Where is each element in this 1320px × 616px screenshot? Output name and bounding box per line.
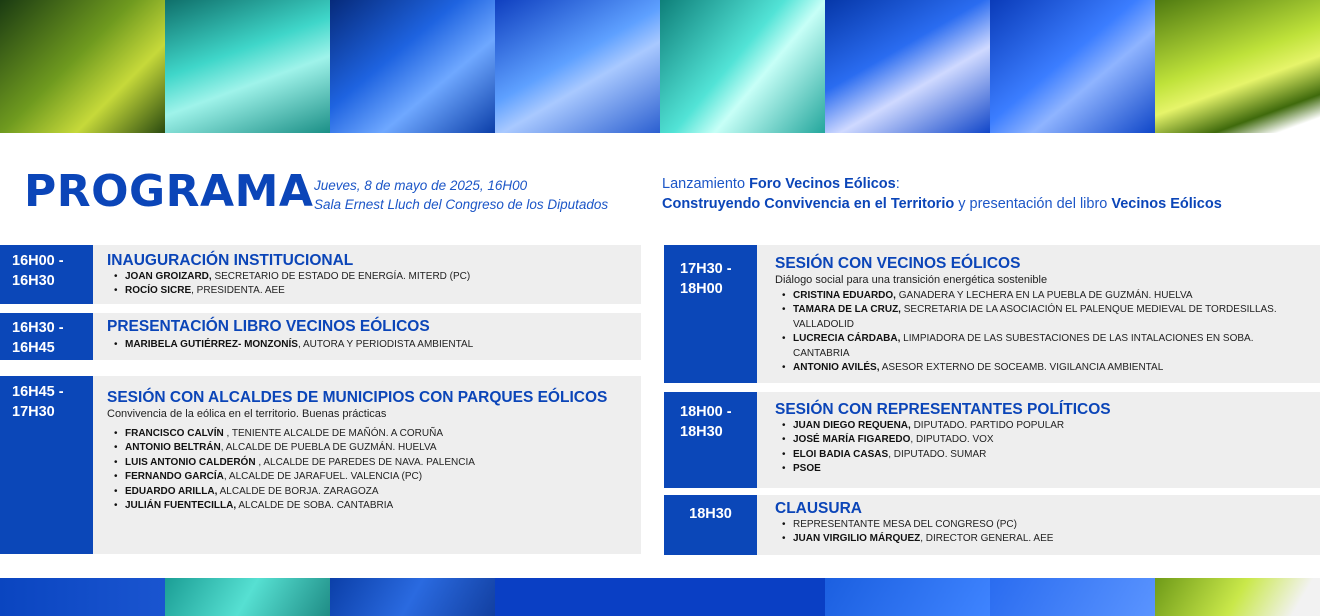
speaker-role: ALCALDE DE SOBA. CANTABRIA (236, 500, 394, 512)
photo-panel (0, 578, 165, 616)
session-time: 16H30 - 16H45 (0, 313, 93, 360)
session-title: CLAUSURA (775, 500, 862, 517)
session-content (93, 376, 641, 554)
launch-mid: y presentación del libro (954, 196, 1112, 212)
speaker-role: , DIPUTADO. SUMAR (888, 448, 987, 460)
speaker-item (775, 448, 1310, 462)
photo-panel (660, 0, 825, 133)
session-block (0, 376, 641, 554)
speaker-name: MARIBELA GUTIÉRREZ- MONZONÍS (125, 339, 298, 350)
speaker-name: JOSÉ MARÍA FIGAREDO (793, 434, 911, 446)
speaker-role: GANADERA Y LECHERA EN LA PUEBLA DE GUZMÁN. HUELVA (895, 290, 1193, 301)
speaker-role: , DIRECTOR GENERAL. AEE (920, 533, 1054, 545)
speaker-name: TAMARA DE LA CRUZ, (793, 304, 901, 316)
photo-panel (825, 0, 990, 133)
speaker-role: , PRESIDENTA. AEE (191, 285, 285, 297)
speaker-name: JOAN GROIZARD, (125, 271, 212, 282)
photo-panel (990, 0, 1155, 133)
speaker-name: JUAN VIRGILIO MÁRQUEZ (793, 533, 921, 545)
session-title: PRESENTACIÓN LIBRO VECINOS EÓLICOS (107, 318, 430, 335)
photo-panel (330, 578, 495, 616)
photo-panel (165, 0, 330, 133)
speaker-name: JULIÁN FUENTECILLA, (125, 500, 237, 512)
speaker-name: ANTONIO AVILÉS, (793, 362, 880, 374)
speaker-item (775, 419, 1310, 433)
session-title: SESIÓN CON ALCALDES DE MUNICIPIOS CON PARQUES EÓLICOS (107, 389, 608, 406)
speaker-name: ROCÍO SICRE (125, 285, 192, 297)
speaker-role: REPRESENTANTE MESA DEL CONGRESO (PC) (793, 519, 1017, 530)
session-block (664, 392, 1320, 488)
speaker-role: SECRETARIA DE LA ASOCIACIÓN EL PALENQUE MEDIEVAL DE TORDESILLAS. VALLADOLID (793, 304, 1277, 330)
event-venue: Sala Ernest Lluch del Congreso de los Diputados (314, 197, 609, 212)
session-block (664, 495, 1320, 555)
footer-photo-banner (0, 578, 1320, 616)
session-block (0, 245, 641, 304)
speaker-item (107, 485, 631, 499)
speaker-name: FERNANDO GARCÍA (125, 471, 224, 483)
photo-panel (990, 578, 1155, 616)
speaker-item (775, 433, 1310, 447)
speaker-list (775, 518, 1310, 547)
speaker-name: CRISTINA EDUARDO, (793, 290, 896, 301)
session-time: 18H30 (664, 495, 757, 555)
speaker-item (107, 470, 631, 484)
photo-panel (825, 578, 990, 616)
speaker-item (107, 441, 631, 455)
speaker-item (107, 427, 631, 441)
page-title: PROGRAMA (24, 166, 314, 217)
session-title: INAUGURACIÓN INSTITUCIONAL (107, 252, 354, 269)
photo-panel (1155, 0, 1320, 133)
speaker-item (107, 338, 631, 352)
event-meta (314, 176, 608, 214)
photo-panel (495, 578, 660, 616)
speaker-list (107, 427, 631, 513)
speaker-role: , DIPUTADO. VOX (910, 434, 994, 446)
session-content (757, 245, 1320, 383)
event-date: Jueves, 8 de mayo de 2025, 16H00 (314, 178, 528, 193)
launch-book: Vecinos Eólicos (1111, 196, 1222, 212)
speaker-list (107, 338, 631, 352)
photo-panel (165, 578, 330, 616)
speaker-name: LUCRECIA CÁRDABA, (793, 333, 901, 345)
speaker-name: ANTONIO BELTRÁN (125, 442, 221, 454)
photo-panel (495, 0, 660, 133)
session-time: 16H45 - 17H30 (0, 376, 93, 554)
speaker-list (775, 289, 1310, 375)
session-content (757, 392, 1320, 488)
header-photo-banner (0, 0, 1320, 133)
speaker-item (107, 456, 631, 470)
speaker-role: , TENIENTE ALCALDE DE MAÑÓN. A CORUÑA (223, 428, 444, 439)
session-time: 18H00 - 18H30 (664, 392, 757, 488)
launch-colon: : (895, 176, 900, 192)
speaker-role: , AUTORA Y PERIODISTA AMBIENTAL (297, 339, 474, 350)
launch-forum: Foro Vecinos Eólicos (749, 176, 896, 192)
session-subtitle: Convivencia de la eólica en el territorio. Buenas prácticas (107, 408, 387, 420)
session-block (0, 313, 641, 360)
photo-panel (660, 578, 825, 616)
launch-topic: Construyendo Convivencia en el Territorio (662, 196, 955, 212)
session-content (757, 495, 1320, 555)
speaker-item (107, 270, 631, 284)
photo-panel (0, 0, 165, 133)
speaker-name: FRANCISCO CALVÍN (125, 428, 224, 439)
photo-panel (1155, 578, 1320, 616)
speaker-name: JUAN DIEGO REQUENA, (793, 420, 911, 431)
launch-prefix: Lanzamiento (662, 176, 750, 192)
session-time: 17H30 - 18H00 (664, 245, 757, 383)
speaker-role: ALCALDE DE BORJA. ZARAGOZA (217, 485, 379, 497)
speaker-list (107, 270, 631, 299)
speaker-name: PSOE (793, 463, 821, 475)
speaker-role: , ALCALDE DE PAREDES DE NAVA. PALENCIA (255, 456, 475, 468)
speaker-role: SECRETARIO DE ESTADO DE ENERGÍA. MITERD (PC) (211, 271, 471, 282)
session-content (93, 245, 641, 304)
speaker-item (775, 462, 1310, 476)
speaker-role: , ALCALDE DE PUEBLA DE GUZMÁN. HUELVA (220, 442, 437, 454)
speaker-role: , ALCALDE DE JARAFUEL. VALENCIA (PC) (223, 471, 423, 483)
session-title: SESIÓN CON VECINOS EÓLICOS (775, 255, 1021, 272)
launch-text (662, 174, 1222, 214)
session-subtitle: Diálogo social para una transición energética sostenible (775, 274, 1048, 286)
session-time: 16H00 - 16H30 (0, 245, 93, 304)
photo-panel (330, 0, 495, 133)
speaker-item (775, 332, 1310, 361)
speaker-item (775, 518, 1310, 532)
speaker-name: LUIS ANTONIO CALDERÓN (125, 456, 256, 468)
session-content (93, 313, 641, 360)
speaker-list (775, 419, 1310, 477)
speaker-item (775, 303, 1310, 332)
speaker-item (107, 284, 631, 298)
speaker-item (107, 499, 631, 513)
speaker-name: EDUARDO ARILLA, (125, 485, 218, 497)
speaker-item (775, 289, 1310, 303)
speaker-role: ASESOR EXTERNO DE SOCEAMB. VIGILANCIA AMBIENTAL (879, 362, 1164, 374)
speaker-name: ELOI BADIA CASAS (793, 448, 889, 460)
speaker-item (775, 361, 1310, 375)
speaker-role: DIPUTADO. PARTIDO POPULAR (910, 420, 1065, 431)
speaker-role: LIMPIADORA DE LAS SUBESTACIONES DE LAS INTALACIONES EN SOBA. CANTABRIA (793, 333, 1254, 359)
session-block (664, 245, 1320, 383)
speaker-item (775, 532, 1310, 546)
session-title: SESIÓN CON REPRESENTANTES POLÍTICOS (775, 401, 1111, 418)
